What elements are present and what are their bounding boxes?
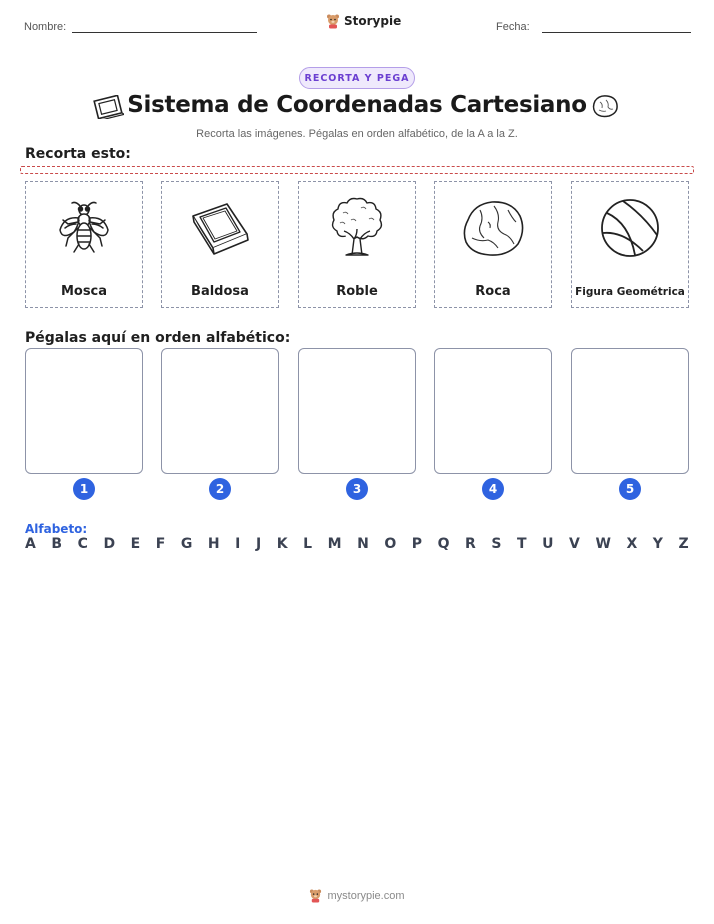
rock-decoration-icon [590,93,620,119]
alphabet-letter: N [357,536,369,552]
number-badge: 4 [482,478,504,500]
number-badge: 5 [619,478,641,500]
cut-card-oak[interactable] [298,181,416,308]
alphabet-letter: X [626,536,638,552]
alphabet-letter: O [384,536,397,552]
page-title: Sistema de Coordenadas Cartesiano [127,92,587,118]
alphabet-letter: J [255,536,262,552]
alphabet-letter: G [180,536,193,552]
sphere-icon [599,197,661,259]
cut-card-tile[interactable] [161,181,279,308]
alphabet-letter: E [130,536,141,552]
alphabet-title: Alfabeto: [25,522,88,536]
alphabet-letter: W [595,536,611,552]
bear-mascot-icon [309,888,322,903]
cut-card-label: Baldosa [191,284,249,299]
instructions: Recorta las imágenes. Pégalas en orden alfabético, de la A a la Z. [196,128,518,140]
fly-icon [54,198,114,258]
storypie-logo [326,13,401,29]
alphabet-letter: A [25,536,36,552]
alphabet-letter: U [542,536,554,552]
alphabet-letter: Q [437,536,450,552]
tile-icon [187,198,253,258]
date-field[interactable] [542,32,691,33]
cut-card-sphere[interactable] [571,181,689,308]
alphabet-letter: Y [652,536,663,552]
paste-box-3[interactable] [298,348,416,474]
cut-card-label: Roca [475,284,511,299]
alphabet-letter: C [77,536,88,552]
number-badge: 1 [73,478,95,500]
cut-section-title: Recorta esto: [25,146,131,162]
alphabet-letter: D [103,536,116,552]
alphabet-letter: H [207,536,220,552]
cut-line [20,166,694,174]
number-badge: 2 [209,478,231,500]
logo-text: Storypie [344,14,402,28]
alphabet-row [25,536,689,552]
paste-box-2[interactable] [161,348,279,474]
footer-url[interactable]: mystorypie.com [327,889,405,902]
cut-card-rock[interactable] [434,181,552,308]
cut-card-fly[interactable] [25,181,143,308]
cut-card-label: Figura Geométrica [575,286,685,298]
cut-card-label: Mosca [60,284,108,299]
footer [0,888,714,903]
date-label: Fecha: [496,21,530,33]
alphabet-letter: R [465,536,476,552]
alphabet-letter: K [276,536,288,552]
number-badge: 3 [346,478,368,500]
cut-card-label: Roble [336,284,378,299]
alphabet-letter: F [155,536,166,552]
alphabet-letter: I [235,536,241,552]
bear-mascot-icon [326,13,340,29]
paste-section-title: Pégalas aquí en orden alfabético: [25,330,291,346]
paste-box-1[interactable] [25,348,143,474]
alphabet-letter: Z [678,536,689,552]
paste-box-5[interactable] [571,348,689,474]
activity-badge: RECORTA Y PEGA [299,67,415,89]
name-label: Nombre: [24,21,67,33]
name-field[interactable] [72,32,257,33]
alphabet-letter: B [51,536,63,552]
alphabet-letter: T [517,536,527,552]
paste-box-4[interactable] [434,348,552,474]
alphabet-letter: V [569,536,580,552]
alphabet-letter: S [491,536,502,552]
oak-tree-icon [328,195,386,261]
alphabet-letter: L [303,536,313,552]
alphabet-letter: M [327,536,342,552]
rock-icon [458,196,528,260]
alphabet-letter: P [411,536,423,552]
